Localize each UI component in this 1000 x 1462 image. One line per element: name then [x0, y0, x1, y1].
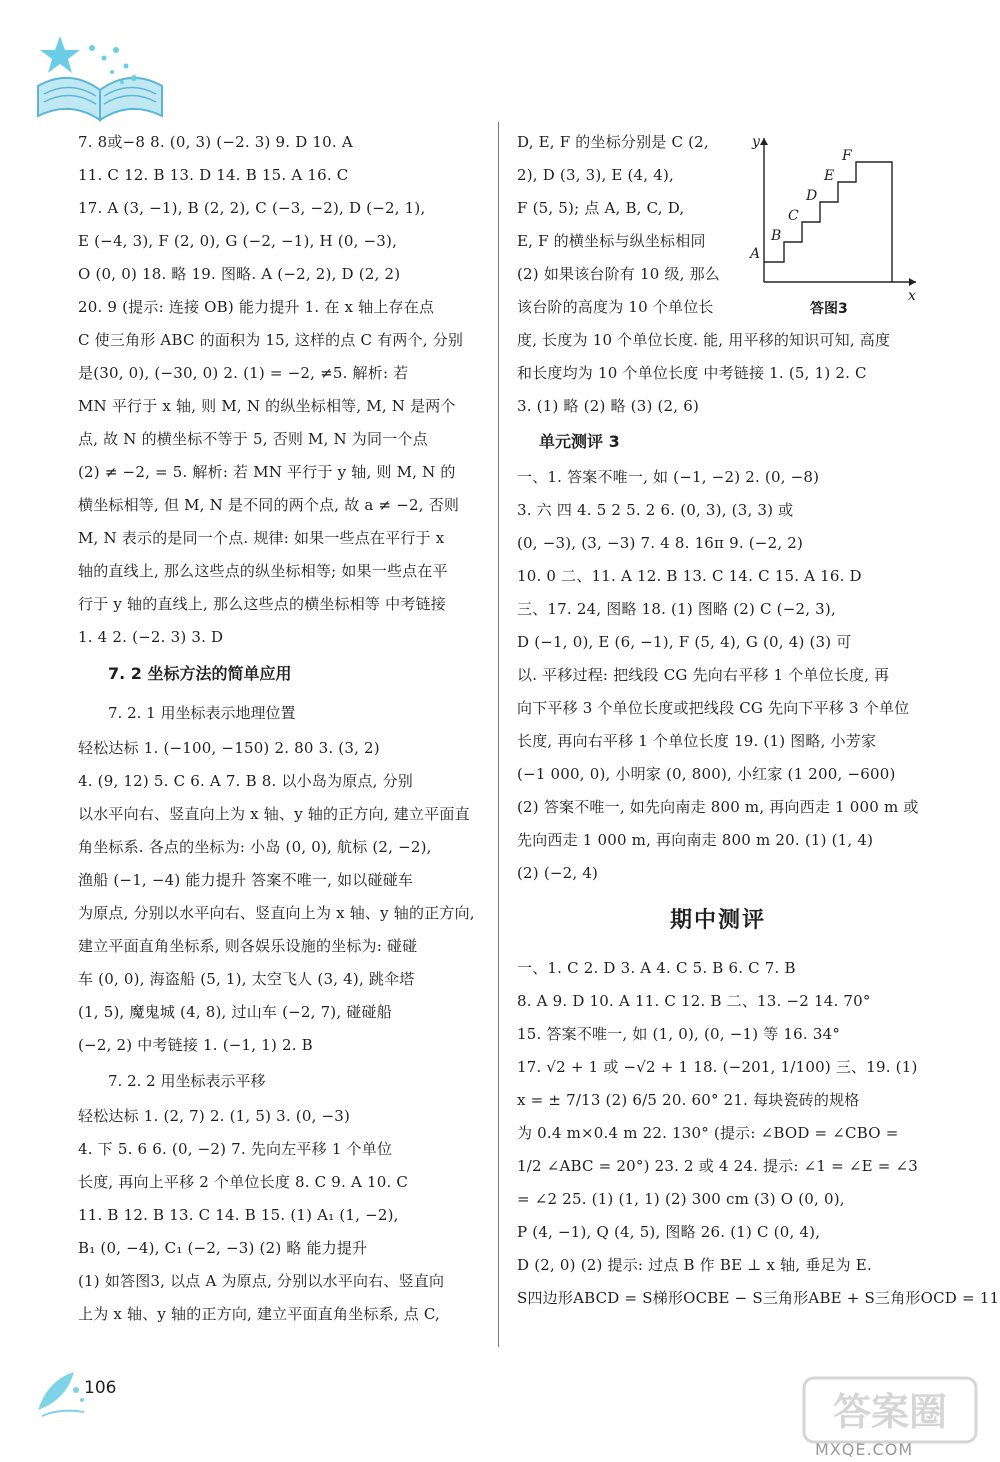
answer-line: 轻松达标 1. (2, 7) 2. (1, 5) 3. (0, −3): [78, 1107, 351, 1125]
answer-line: 4. 下 5. 6 6. (0, −2) 7. 先向左平移 1 个单位: [78, 1140, 393, 1158]
page-number: 106: [84, 1378, 117, 1398]
answer-line: 角坐标系. 各点的坐标为: 小岛 (0, 0), 航标 (2, −2),: [78, 838, 432, 856]
answer-line: 该台阶的高度为 10 个单位长: [517, 298, 714, 316]
answer-line: (2) ≠ −2, = 5. 解析: 若 MN 平行于 y 轴, 则 M, N 的: [78, 463, 456, 481]
answer-line: 是(30, 0), (−30, 0) 2. (1) = −2, ≠5. 解析: 若: [78, 364, 409, 382]
answer-line: (0, −3), (3, −3) 7. 4 8. 16π 9. (−2, 2): [517, 534, 804, 552]
point-label-f: F: [842, 148, 852, 164]
answer-line: 以水平向右、竖直向上为 x 轴、y 轴的正方向, 建立平面直: [78, 805, 470, 823]
answer-line: 1. 4 2. (−2. 3) 3. D: [78, 628, 224, 646]
answer-line: 长度, 再向右平移 1 个单位长度 19. (1) 图略, 小芳家: [517, 732, 877, 750]
answer-line: 1/2 ∠ABC = 20°) 23. 2 或 4 24. 提示: ∠1 = ∠E = ∠3: [517, 1157, 919, 1175]
leaf-decoration-icon: [30, 1360, 90, 1420]
answer-line: 行于 y 轴的直线上, 那么这些点的横坐标相等 中考链接: [78, 595, 446, 613]
book-stars-logo-icon: [30, 28, 170, 123]
answer-line: E (−4, 3), F (2, 0), G (−2, −1), H (0, −3),: [78, 232, 398, 250]
answer-line: S四边形ABCD = S梯形OCBE − S三角形ABE + S三角形OCD = 11: [517, 1289, 1000, 1307]
answer-line: 向下平移 3 个单位长度或把线段 CG 先向下平移 3 个单位: [517, 699, 910, 717]
x-axis-arrow-icon: [909, 278, 916, 286]
midterm-heading: 期中测评: [669, 908, 766, 933]
figure-caption: 答图3: [810, 301, 848, 317]
answer-line: 20. 9 (提示: 连接 OB) 能力提升 1. 在 x 轴上存在点: [78, 298, 435, 316]
point-label-a: A: [750, 246, 761, 262]
answer-line: 为原点, 分别以水平向右、竖直向上为 x 轴、y 轴的正方向,: [78, 904, 475, 922]
watermark-logo-text: 答案圈: [832, 1390, 948, 1434]
answer-line: 车 (0, 0), 海盗船 (5, 1), 太空飞人 (3, 4), 跳伞塔: [78, 970, 415, 988]
answer-line: 7. 8或−8 8. (0, 3) (−2. 3) 9. D 10. A: [78, 133, 353, 151]
answer-line: F (5, 5); 点 A, B, C, D,: [517, 199, 685, 217]
staircase-figure: [744, 132, 928, 322]
answer-line: 一、1. 答案不唯一, 如 (−1, −2) 2. (0, −8): [517, 468, 820, 486]
answer-line: 3. (1) 略 (2) 略 (3) (2, 6): [517, 397, 699, 415]
section-heading-7-2: 7. 2 坐标方法的简单应用: [108, 664, 292, 683]
subsection-heading-7-2-1: 7. 2. 1 用坐标表示地理位置: [108, 704, 296, 722]
answer-line: 三、17. 24, 图略 18. (1) 图略 (2) C (−2, 3),: [517, 600, 836, 618]
answer-line: 11. C 12. B 13. D 14. B 15. A 16. C: [78, 166, 349, 184]
answer-line: 为 0.4 m×0.4 m 22. 130° (提示: ∠BOD = ∠CBO =: [517, 1124, 899, 1142]
answer-line: 横坐标相等, 但 M, N 是不同的两个点, 故 a ≠ −2, 否则: [78, 496, 460, 514]
answer-line: 长度, 再向上平移 2 个单位长度 8. C 9. A 10. C: [78, 1173, 409, 1191]
answer-line: C 使三角形 ABC 的面积为 15, 这样的点 C 有两个, 分别: [78, 331, 464, 349]
answer-line: 轴的直线上, 那么这些点的纵坐标相等; 如果一些点在平: [78, 562, 448, 580]
answer-line: 轻松达标 1. (−100, −150) 2. 80 3. (3, 2): [78, 739, 380, 757]
answer-line: 17. A (3, −1), B (2, 2), C (−3, −2), D (−2, 1),: [78, 199, 426, 217]
answer-line: 一、1. C 2. D 3. A 4. C 5. B 6. C 7. B: [517, 959, 796, 977]
answer-line: 上为 x 轴、y 轴的正方向, 建立平面直角坐标系, 点 C,: [78, 1305, 440, 1323]
answer-line: (2) (−2, 4): [517, 864, 599, 882]
answer-line: O (0, 0) 18. 略 19. 图略. A (−2, 2), D (2, 2): [78, 265, 401, 283]
point-label-d: D: [806, 188, 818, 204]
answer-line: x = ± 7/13 (2) 6/5 20. 60° 21. 每块瓷砖的规格: [517, 1091, 860, 1109]
answer-line: 11. B 12. B 13. C 14. B 15. (1) A₁ (1, −2),: [78, 1206, 399, 1224]
answer-line: (1) 如答图3, 以点 A 为原点, 分别以水平向右、竖直向: [78, 1272, 445, 1290]
answer-line: P (4, −1), Q (4, 5), 图略 26. (1) C (0, 4),: [517, 1223, 821, 1241]
answer-line: D (−1, 0), E (6, −1), F (5, 4), G (0, 4) (3) 可: [517, 633, 852, 651]
point-label-c: C: [788, 208, 799, 224]
answer-line: 10. 0 二、11. A 12. B 13. C 14. C 15. A 16. D: [517, 567, 862, 585]
column-divider: [498, 122, 499, 1347]
answer-line: 2), D (3, 3), E (4, 4),: [517, 166, 675, 184]
answer-line: (−1 000, 0), 小明家 (0, 800), 小红家 (1 200, −600): [517, 765, 896, 783]
answer-line: 3. 六 四 4. 5 2 5. 2 6. (0, 3), (3, 3) 或: [517, 501, 794, 519]
answer-line: 建立平面直角坐标系, 则各娱乐设施的坐标为: 碰碰: [78, 937, 418, 955]
answer-line: = ∠2 25. (1) (1, 1) (2) 300 cm (3) O (0, 0),: [517, 1190, 845, 1208]
left-column: [78, 126, 480, 1331]
answer-line: 17. √2 + 1 或 −√2 + 1 18. (−201, 1/100) 三、19. (1): [517, 1058, 918, 1076]
answer-line: D (2, 0) (2) 提示: 过点 B 作 BE ⊥ x 轴, 垂足为 E.: [517, 1256, 872, 1274]
answer-line: B₁ (0, −4), C₁ (−2, −3) (2) 略 能力提升: [78, 1239, 368, 1257]
watermark-url: MXQE.COM: [815, 1440, 914, 1459]
x-axis-label: x: [908, 288, 916, 304]
answer-line: (1, 5), 魔鬼城 (4, 8), 过山车 (−2, 7), 碰碰船: [78, 1003, 392, 1021]
y-axis-arrow-icon: [760, 138, 768, 145]
answer-line: 15. 答案不唯一, 如 (1, 0), (0, −1) 等 16. 34°: [517, 1025, 841, 1043]
answer-line: (−2, 2) 中考链接 1. (−1, 1) 2. B: [78, 1036, 313, 1054]
point-label-b: B: [771, 228, 782, 244]
watermark-logo-icon: [800, 1370, 980, 1450]
answer-line: MN 平行于 x 轴, 则 M, N 的纵坐标相等, M, N 是两个: [78, 397, 456, 415]
answer-line: 渔船 (−1, −4) 能力提升 答案不唯一, 如以碰碰车: [78, 871, 414, 889]
answer-line: 4. (9, 12) 5. C 6. A 7. B 8. 以小岛为原点, 分别: [78, 772, 414, 790]
answer-line: 先向西走 1 000 m, 再向南走 800 m 20. (1) (1, 4): [517, 831, 874, 849]
answer-line: D, E, F 的坐标分别是 C (2,: [517, 133, 709, 151]
unit-test-heading: 单元测评 3: [539, 432, 620, 451]
answer-line: E, F 的横坐标与纵坐标相同: [517, 232, 706, 250]
answer-line: M, N 表示的是同一个点. 规律: 如果一些点在平行于 x: [78, 529, 445, 547]
answer-line: (2) 答案不唯一, 如先向南走 800 m, 再向西走 1 000 m 或: [517, 798, 919, 816]
subsection-heading-7-2-2: 7. 2. 2 用坐标表示平移: [108, 1072, 266, 1090]
answer-line: 和长度均为 10 个单位长度 中考链接 1. (5, 1) 2. C: [517, 364, 867, 382]
answer-line: 以. 平移过程: 把线段 CG 先向右平移 1 个单位长度, 再: [517, 666, 890, 684]
answer-line: (2) 如果该台阶有 10 级, 那么: [517, 265, 720, 283]
point-label-e: E: [824, 168, 835, 184]
answer-line: 8. A 9. D 10. A 11. C 12. B 二、13. −2 14. 70°: [517, 992, 871, 1010]
answer-line: 点, 故 N 的横坐标不等于 5, 否则 M, N 为同一个点: [78, 430, 428, 448]
y-axis-label: y: [752, 134, 760, 150]
answer-line: 度, 长度为 10 个单位长度. 能, 用平移的知识可知, 高度: [517, 331, 891, 349]
